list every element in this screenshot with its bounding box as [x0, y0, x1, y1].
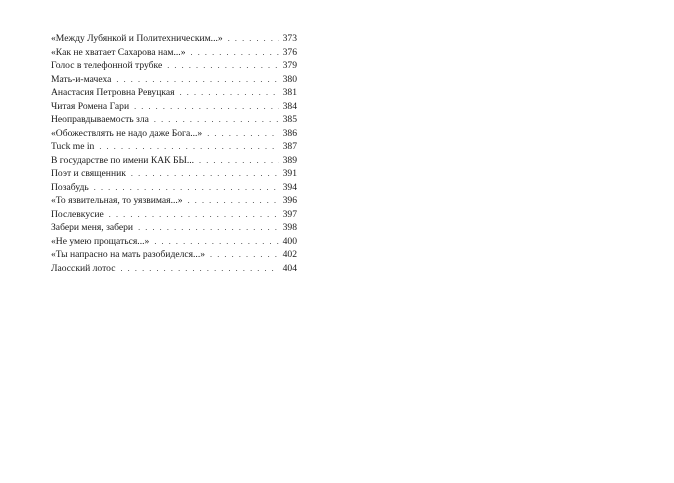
- toc-page-number: 396: [282, 195, 297, 206]
- toc-dot-leader: [131, 167, 279, 181]
- toc-entry: [51, 100, 297, 114]
- toc-entry: [51, 113, 297, 127]
- toc-entry-title: Анастасия Петровна Ревуцкая: [51, 87, 175, 98]
- toc-dot-leader: [116, 73, 279, 87]
- toc-entry: [51, 73, 297, 87]
- toc-entry: [51, 86, 297, 100]
- toc-dot-leader: [167, 59, 279, 73]
- toc-entry: [51, 208, 297, 222]
- toc-page-number: 402: [282, 249, 297, 260]
- toc-page-number: 380: [282, 73, 297, 85]
- table-of-contents: [51, 32, 297, 275]
- toc-entry-title: «Ты напрасно на мать разобиделся...»: [51, 249, 206, 260]
- toc-entry-title: Позабудь: [51, 181, 89, 193]
- toc-page-number: 376: [282, 46, 297, 58]
- toc-dot-leader: [228, 32, 279, 46]
- toc-entry-title: «Между Лубянкой и Политехническим...»: [51, 33, 223, 44]
- toc-page-number: 397: [282, 208, 297, 220]
- toc-entry: [51, 46, 297, 60]
- toc-dot-leader: [154, 113, 279, 127]
- toc-dot-leader: [199, 154, 279, 168]
- toc-entry: [51, 248, 297, 262]
- toc-entry: [51, 194, 297, 208]
- toc-entry: [51, 140, 297, 154]
- toc-entry-title: Лаосский лотос: [51, 262, 116, 274]
- toc-entry: [51, 59, 297, 73]
- toc-page-number: 386: [282, 127, 297, 139]
- toc-dot-leader: [134, 100, 279, 114]
- toc-page-number: 387: [282, 141, 297, 152]
- toc-dot-leader: [207, 127, 279, 141]
- toc-entry: [51, 262, 297, 276]
- toc-entry-title: Забери меня, забери: [51, 222, 134, 233]
- toc-page-number: 384: [282, 100, 297, 112]
- toc-entry-title: В государстве по имени КАК БЫ...: [51, 154, 195, 166]
- toc-entry: [51, 154, 297, 168]
- toc-dot-leader: [191, 46, 280, 60]
- toc-dot-leader: [188, 194, 279, 208]
- toc-page-number: 385: [282, 114, 297, 125]
- toc-dot-leader: [180, 86, 279, 100]
- toc-entry: [51, 221, 297, 235]
- toc-entry-title: «Не умею прощаться...»: [51, 235, 150, 247]
- toc-entry-title: Мать-и-мачеха: [51, 73, 112, 85]
- toc-entry-title: Голос в телефонной трубке: [51, 60, 163, 71]
- toc-entry-title: Читая Ромена Гари: [51, 100, 130, 112]
- toc-dot-leader: [99, 140, 279, 154]
- toc-dot-leader: [210, 248, 279, 262]
- toc-page-number: 400: [282, 235, 297, 247]
- toc-page-number: 391: [282, 168, 297, 179]
- toc-entry-title: «Обожествлять не надо даже Бога...»: [51, 127, 203, 139]
- toc-page-number: 389: [282, 154, 297, 166]
- toc-page-number: 381: [282, 87, 297, 98]
- toc-dot-leader: [154, 235, 279, 249]
- toc-entry: [51, 181, 297, 195]
- toc-dot-leader: [109, 208, 279, 222]
- toc-entry-title: Поэт и священник: [51, 168, 126, 179]
- toc-page-number: 373: [282, 33, 297, 44]
- toc-dot-leader: [94, 181, 279, 195]
- toc-entry-title: «Как не хватает Сахарова нам...»: [51, 46, 186, 58]
- toc-entry: [51, 235, 297, 249]
- toc-entry-title: Послевкусие: [51, 208, 104, 220]
- toc-dot-leader: [138, 221, 279, 235]
- toc-entry: [51, 167, 297, 181]
- toc-entry-title: Неоправдываемость зла: [51, 114, 149, 125]
- toc-entry: [51, 127, 297, 141]
- toc-page-number: 404: [282, 262, 297, 274]
- toc-page-number: 379: [282, 60, 297, 71]
- toc-page-number: 398: [282, 222, 297, 233]
- toc-entry-title: «То язвительная, то уязвимая...»: [51, 195, 183, 206]
- toc-entry: [51, 32, 297, 46]
- toc-dot-leader: [120, 262, 279, 276]
- toc-page-number: 394: [282, 181, 297, 193]
- toc-entry-title: Tuck me in: [51, 141, 95, 152]
